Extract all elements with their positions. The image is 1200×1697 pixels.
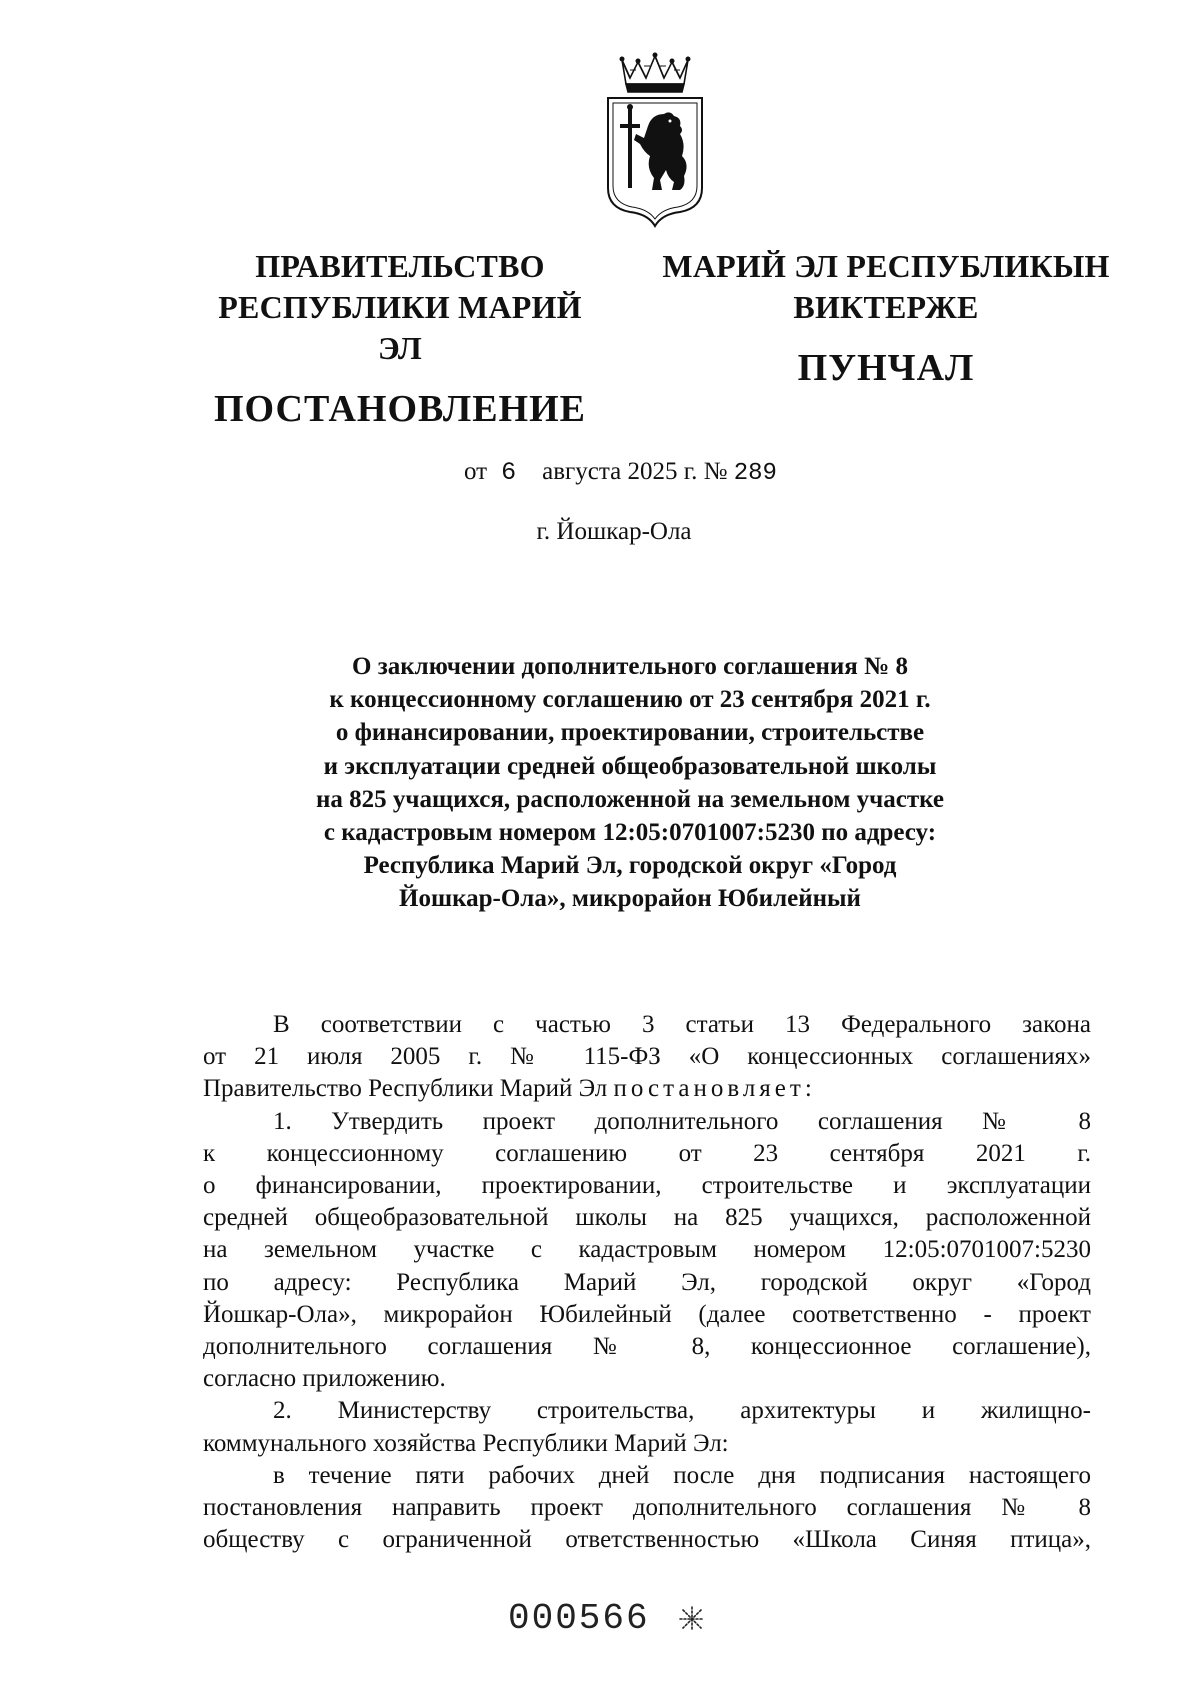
document-heading <box>250 650 1010 916</box>
city-line <box>0 518 1200 546</box>
heading-line: о финансировании, проектировании, строительстве <box>335 719 925 747</box>
body-line: средней общеобразовательной школы на 825 учащихся, расположенной <box>203 1204 1091 1232</box>
body-line-text: Правительство Республики Марий Эл <box>203 1075 608 1103</box>
body-paragraph-item-1 <box>203 1106 1091 1396</box>
heading-line: Республика Марий Эл, городской округ «Город <box>363 852 897 880</box>
heading-line: на 825 учащихся, расположенной на земельном участке <box>316 785 944 813</box>
body-line: Йошкар-Ола», микрорайон Юбилейный (далее соответственно - проект <box>203 1300 1091 1328</box>
org-header-right <box>656 246 1116 390</box>
seal-mark-icon <box>677 1604 707 1634</box>
body-paragraph-item-2-sub <box>203 1460 1091 1557</box>
document-type-ru: ПОСТАНОВЛЕНИЕ <box>213 388 587 430</box>
body-line: дополнительного соглашения № 8, концессионное соглашение), <box>203 1333 1091 1361</box>
document-type-mari: ПУНЧАЛ <box>797 347 975 389</box>
heading-line: к концессионному соглашению от 23 сентября 2021 г. <box>329 686 931 714</box>
org-name-ru-line2: РЕСПУБЛИКИ МАРИЙ ЭЛ <box>218 289 582 366</box>
org-name-mari-line2: ВИКТЕРЖЕ <box>793 289 979 325</box>
city-name: г. Йошкар-Ола <box>536 518 692 545</box>
org-header-left <box>200 246 600 431</box>
body-line: 1. Утвердить проект дополнительного соглашения № 8 <box>273 1107 1091 1135</box>
body-line: на земельном участке с кадастровым номером 12:05:0701007:5230 <box>203 1236 1091 1264</box>
body-paragraph-preamble <box>203 1009 1091 1106</box>
coat-of-arms-icon <box>600 48 710 228</box>
date-day: 6 <box>501 458 517 487</box>
org-name-ru-line1: ПРАВИТЕЛЬСТВО <box>255 248 545 284</box>
document-number: 289 <box>733 460 777 487</box>
body-line: от 21 июля 2005 г. № 115-ФЗ «О концессионных соглашениях» <box>203 1043 1091 1071</box>
heading-line: О заключении дополнительного соглашения № 8 <box>352 653 908 680</box>
body-line: о финансировании, проектировании, строительстве и эксплуатации <box>203 1172 1091 1200</box>
body-line: согласно приложению. <box>203 1365 446 1393</box>
date-month-year: августа 2025 г. № <box>542 458 728 485</box>
body-line: обществу с ограниченной ответственностью «Школа Синяя птица», <box>203 1526 1091 1554</box>
heading-line: Йошкар-Ола», микрорайон Юбилейный <box>399 885 861 913</box>
body-line: коммунального хозяйства Республики Марий Эл: <box>203 1429 729 1457</box>
org-name-mari-line1: МАРИЙ ЭЛ РЕСПУБЛИКЫН <box>662 248 1110 284</box>
date-prefix: от <box>464 458 488 485</box>
form-serial-number: 000566 <box>508 1598 650 1639</box>
body-line: 2. Министерству строительства, архитектуры и жилищно- <box>273 1397 1091 1425</box>
body-paragraph-item-2 <box>203 1395 1091 1459</box>
heading-line: с кадастровым номером 12:05:0701007:5230 по адресу: <box>323 819 937 847</box>
body-line: к концессионному соглашению от 23 сентября 2021 г. <box>203 1139 1091 1167</box>
decree-word: постановляет: <box>613 1075 816 1103</box>
document-date-number <box>464 458 777 487</box>
body-line: В соответствии с частью 3 статьи 13 Федерального закона <box>273 1011 1091 1038</box>
body-line <box>203 1073 1091 1105</box>
body-line: постановления направить проект дополнительного соглашения № 8 <box>203 1494 1091 1522</box>
body-line: в течение пяти рабочих дней после дня подписания настоящего <box>273 1461 1091 1489</box>
document-body <box>203 1009 1091 1556</box>
body-line: по адресу: Республика Марий Эл, городской округ «Город <box>203 1268 1091 1296</box>
heading-line: и эксплуатации средней общеобразовательной школы <box>323 752 937 780</box>
